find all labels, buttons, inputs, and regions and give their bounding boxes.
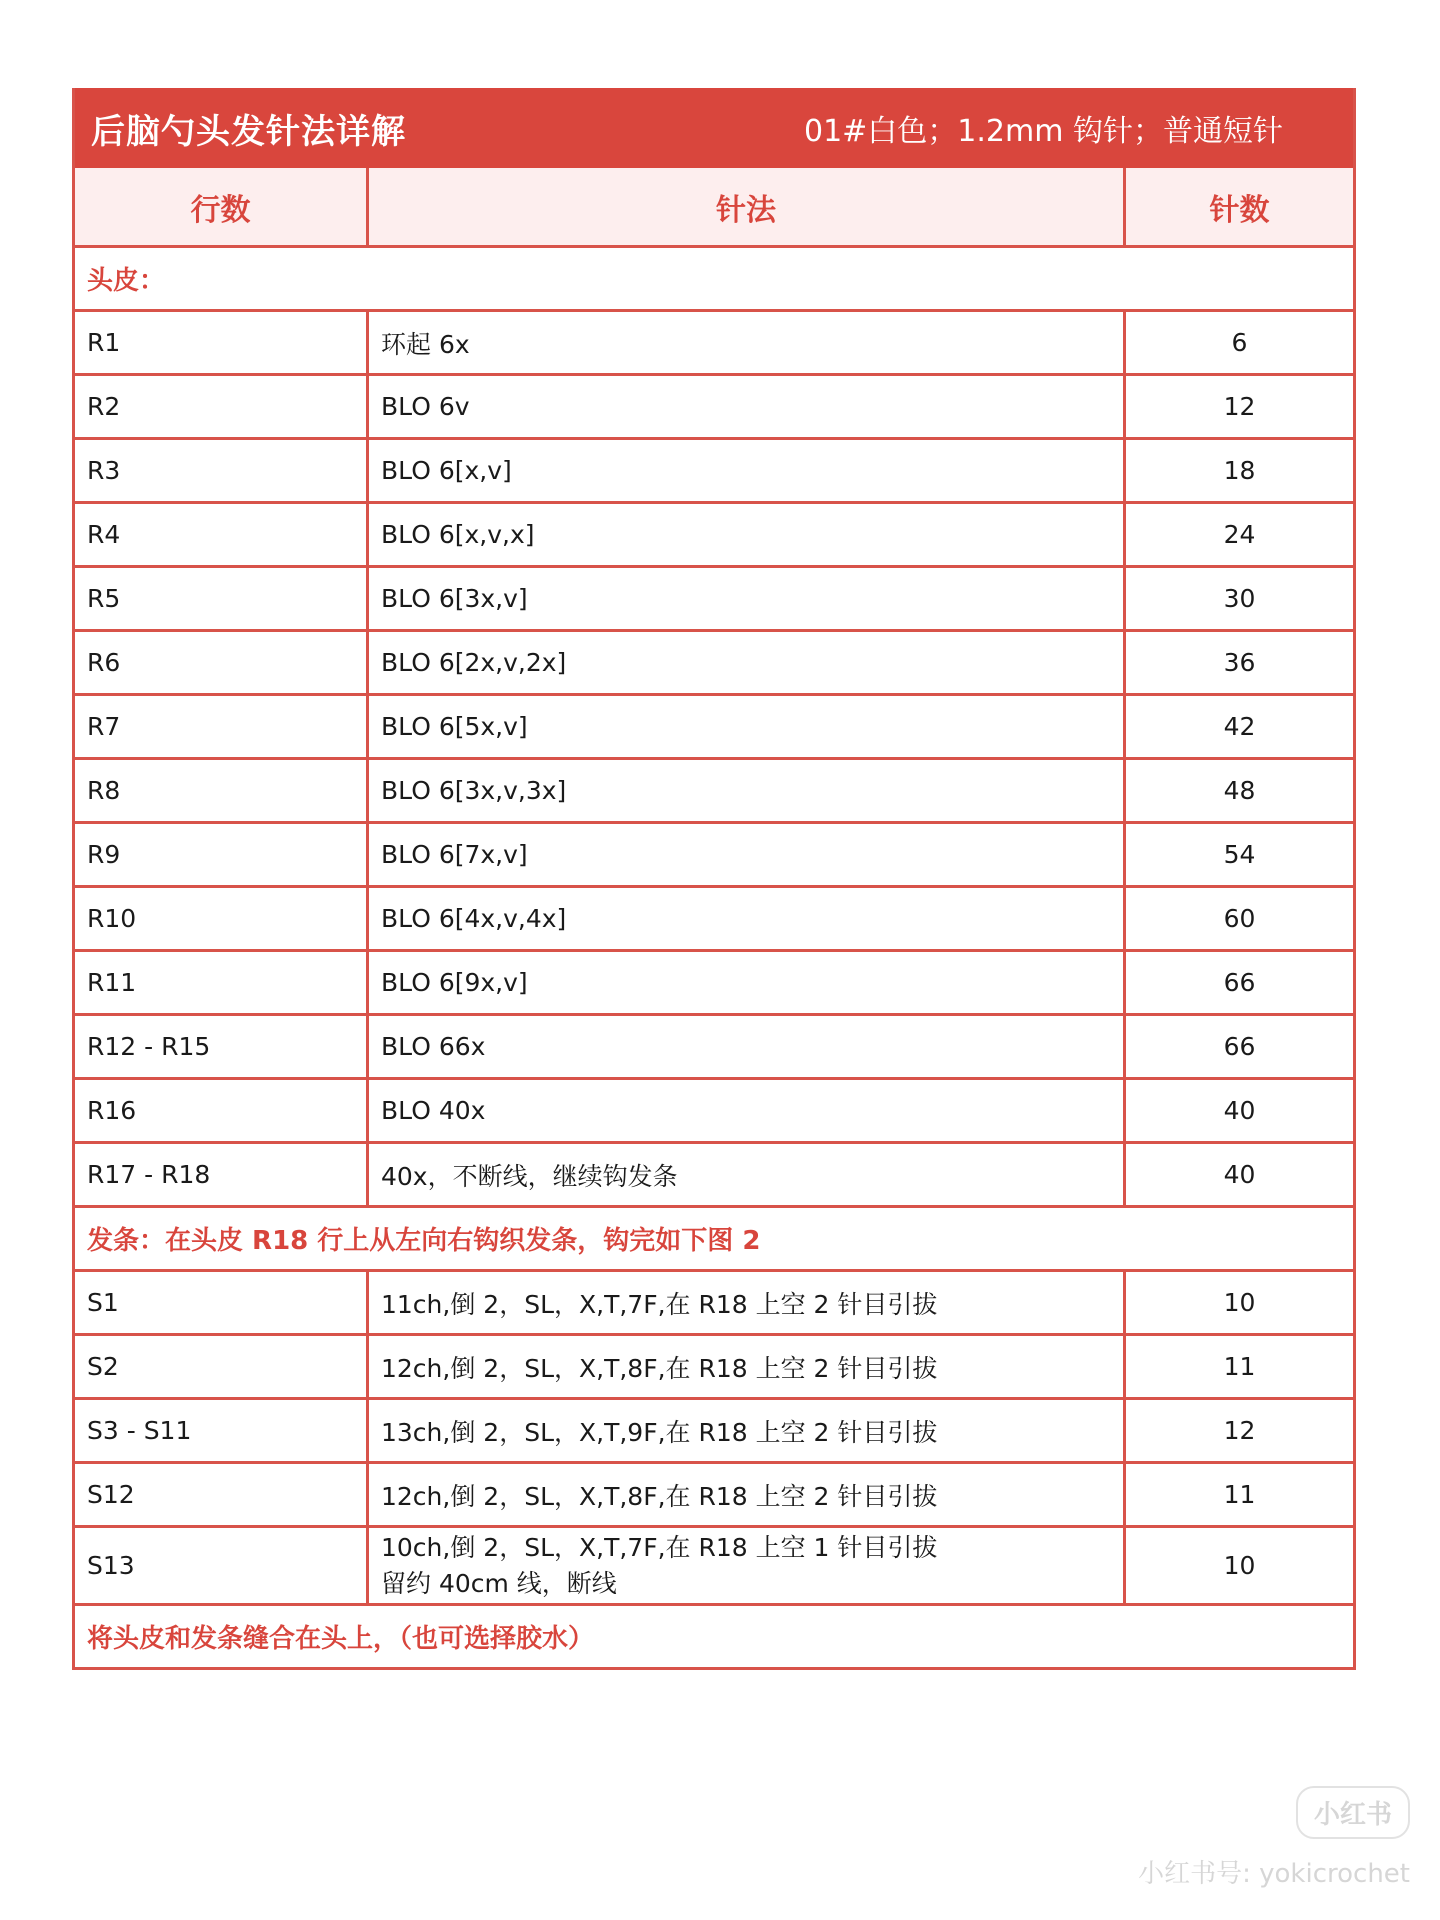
row-label: R3: [75, 440, 369, 501]
table-row: [75, 1397, 1353, 1461]
stitch-instruction: 环起 6x: [369, 312, 1126, 373]
table-row: [75, 629, 1353, 693]
stitch-count: 12: [1223, 1416, 1256, 1445]
row-label: R17 - R18: [75, 1144, 369, 1205]
table-row: [75, 1461, 1353, 1525]
table-row: [75, 1013, 1353, 1077]
stitch-instruction: BLO 40x: [369, 1080, 1126, 1141]
section-strands: [75, 1205, 1353, 1269]
pattern-table: [72, 88, 1356, 1670]
table-row: [75, 373, 1353, 437]
section-finish: [75, 1603, 1353, 1667]
row-label: R8: [75, 760, 369, 821]
table-row: [75, 1141, 1353, 1205]
stitch-instruction: BLO 6[x,v]: [369, 440, 1126, 501]
stitch-count: 36: [1223, 648, 1256, 677]
stitch-instruction: BLO 6v: [369, 376, 1126, 437]
table-row: [75, 1077, 1353, 1141]
row-label: R9: [75, 824, 369, 885]
table-body: [75, 168, 1353, 1667]
stitch-count: 66: [1223, 968, 1256, 997]
stitch-line: 10ch,倒 2，SL，X,T,7F,在 R18 上空 1 针目引拔: [381, 1532, 938, 1562]
section-scalp: [75, 245, 1353, 309]
table-row: [75, 949, 1353, 1013]
stitch-count: 40: [1223, 1160, 1256, 1189]
stitch-count: 48: [1223, 776, 1256, 805]
row-label: R5: [75, 568, 369, 629]
section-label: 发条：在头皮 R18 行上从左向右钩织发条，钩完如下图 2: [87, 1226, 761, 1256]
scalp-rows: [75, 309, 1353, 1205]
stitch-instruction: BLO 6[9x,v]: [369, 952, 1126, 1013]
table-row: [75, 821, 1353, 885]
table-row: [75, 885, 1353, 949]
stitch-instruction: [369, 1528, 1126, 1603]
watermark-badge: 小红书: [1296, 1786, 1410, 1839]
row-label: S3 - S11: [75, 1400, 369, 1461]
stitch-count: 30: [1223, 584, 1256, 613]
row-label: S13: [75, 1528, 369, 1603]
stitch-instruction: 12ch,倒 2，SL，X,T,8F,在 R18 上空 2 针目引拔: [369, 1336, 1126, 1397]
stitch-count: 54: [1223, 840, 1256, 869]
row-label: R10: [75, 888, 369, 949]
stitch-count: 12: [1223, 392, 1256, 421]
stitch-instruction: BLO 6[5x,v]: [369, 696, 1126, 757]
stitch-instruction: 12ch,倒 2，SL，X,T,8F,在 R18 上空 2 针目引拔: [369, 1464, 1126, 1525]
table-row: [75, 565, 1353, 629]
stitch-count: 6: [1231, 328, 1248, 357]
stitch-count: 11: [1223, 1352, 1256, 1381]
stitch-instruction: BLO 66x: [369, 1016, 1126, 1077]
section-label: 头皮：: [87, 266, 166, 296]
table-row: [75, 757, 1353, 821]
stitch-count: 24: [1223, 520, 1256, 549]
stitch-instruction: BLO 6[4x,v,4x]: [369, 888, 1126, 949]
stitch-instruction: BLO 6[3x,v]: [369, 568, 1126, 629]
row-label: R11: [75, 952, 369, 1013]
row-label: R1: [75, 312, 369, 373]
table-header: [75, 168, 1353, 245]
watermark: [1138, 1786, 1410, 1890]
stitch-instruction: BLO 6[7x,v]: [369, 824, 1126, 885]
stitch-count: 42: [1223, 712, 1256, 741]
table-row: [75, 501, 1353, 565]
row-label: R2: [75, 376, 369, 437]
row-label: S2: [75, 1336, 369, 1397]
row-label: R4: [75, 504, 369, 565]
stitch-line: 留约 40cm 线，断线: [381, 1568, 617, 1598]
material-info: 01#白色；1.2mm 钩针；普通短针: [803, 114, 1283, 149]
stitch-count: 18: [1223, 456, 1256, 485]
stitch-count: 11: [1223, 1480, 1256, 1509]
header-stitch: 针法: [369, 168, 1126, 245]
section-label: 将头皮和发条缝合在头上，（也可选择胶水）: [87, 1624, 595, 1654]
watermark-handle: 小红书号: yokicrochet: [1138, 1859, 1410, 1889]
page-title: 后脑勺头发针法详解: [91, 111, 406, 152]
stitch-instruction: 40x，不断线，继续钩发条: [369, 1144, 1126, 1205]
row-label: S1: [75, 1272, 369, 1333]
stitch-count: 66: [1223, 1032, 1256, 1061]
header-row: 行数: [75, 168, 369, 245]
strand-rows: [75, 1269, 1353, 1603]
row-label: R7: [75, 696, 369, 757]
header-count: 针数: [1209, 192, 1270, 228]
table-row: [75, 309, 1353, 373]
stitch-instruction: BLO 6[x,v,x]: [369, 504, 1126, 565]
row-label: S12: [75, 1464, 369, 1525]
table-row: [75, 1333, 1353, 1397]
stitch-count: 60: [1223, 904, 1256, 933]
title-bar: [75, 88, 1353, 168]
table-row: [75, 437, 1353, 501]
stitch-instruction: 13ch,倒 2，SL，X,T,9F,在 R18 上空 2 针目引拔: [369, 1400, 1126, 1461]
row-label: R12 - R15: [75, 1016, 369, 1077]
stitch-count: 40: [1223, 1096, 1256, 1125]
stitch-instruction: 11ch,倒 2，SL，X,T,7F,在 R18 上空 2 针目引拔: [369, 1272, 1126, 1333]
table-row: [75, 1269, 1353, 1333]
table-row: [75, 693, 1353, 757]
stitch-count: 10: [1223, 1288, 1256, 1317]
stitch-instruction: BLO 6[3x,v,3x]: [369, 760, 1126, 821]
table-row: [75, 1525, 1353, 1603]
stitch-instruction: BLO 6[2x,v,2x]: [369, 632, 1126, 693]
stitch-count: 10: [1223, 1551, 1256, 1580]
row-label: R16: [75, 1080, 369, 1141]
row-label: R6: [75, 632, 369, 693]
